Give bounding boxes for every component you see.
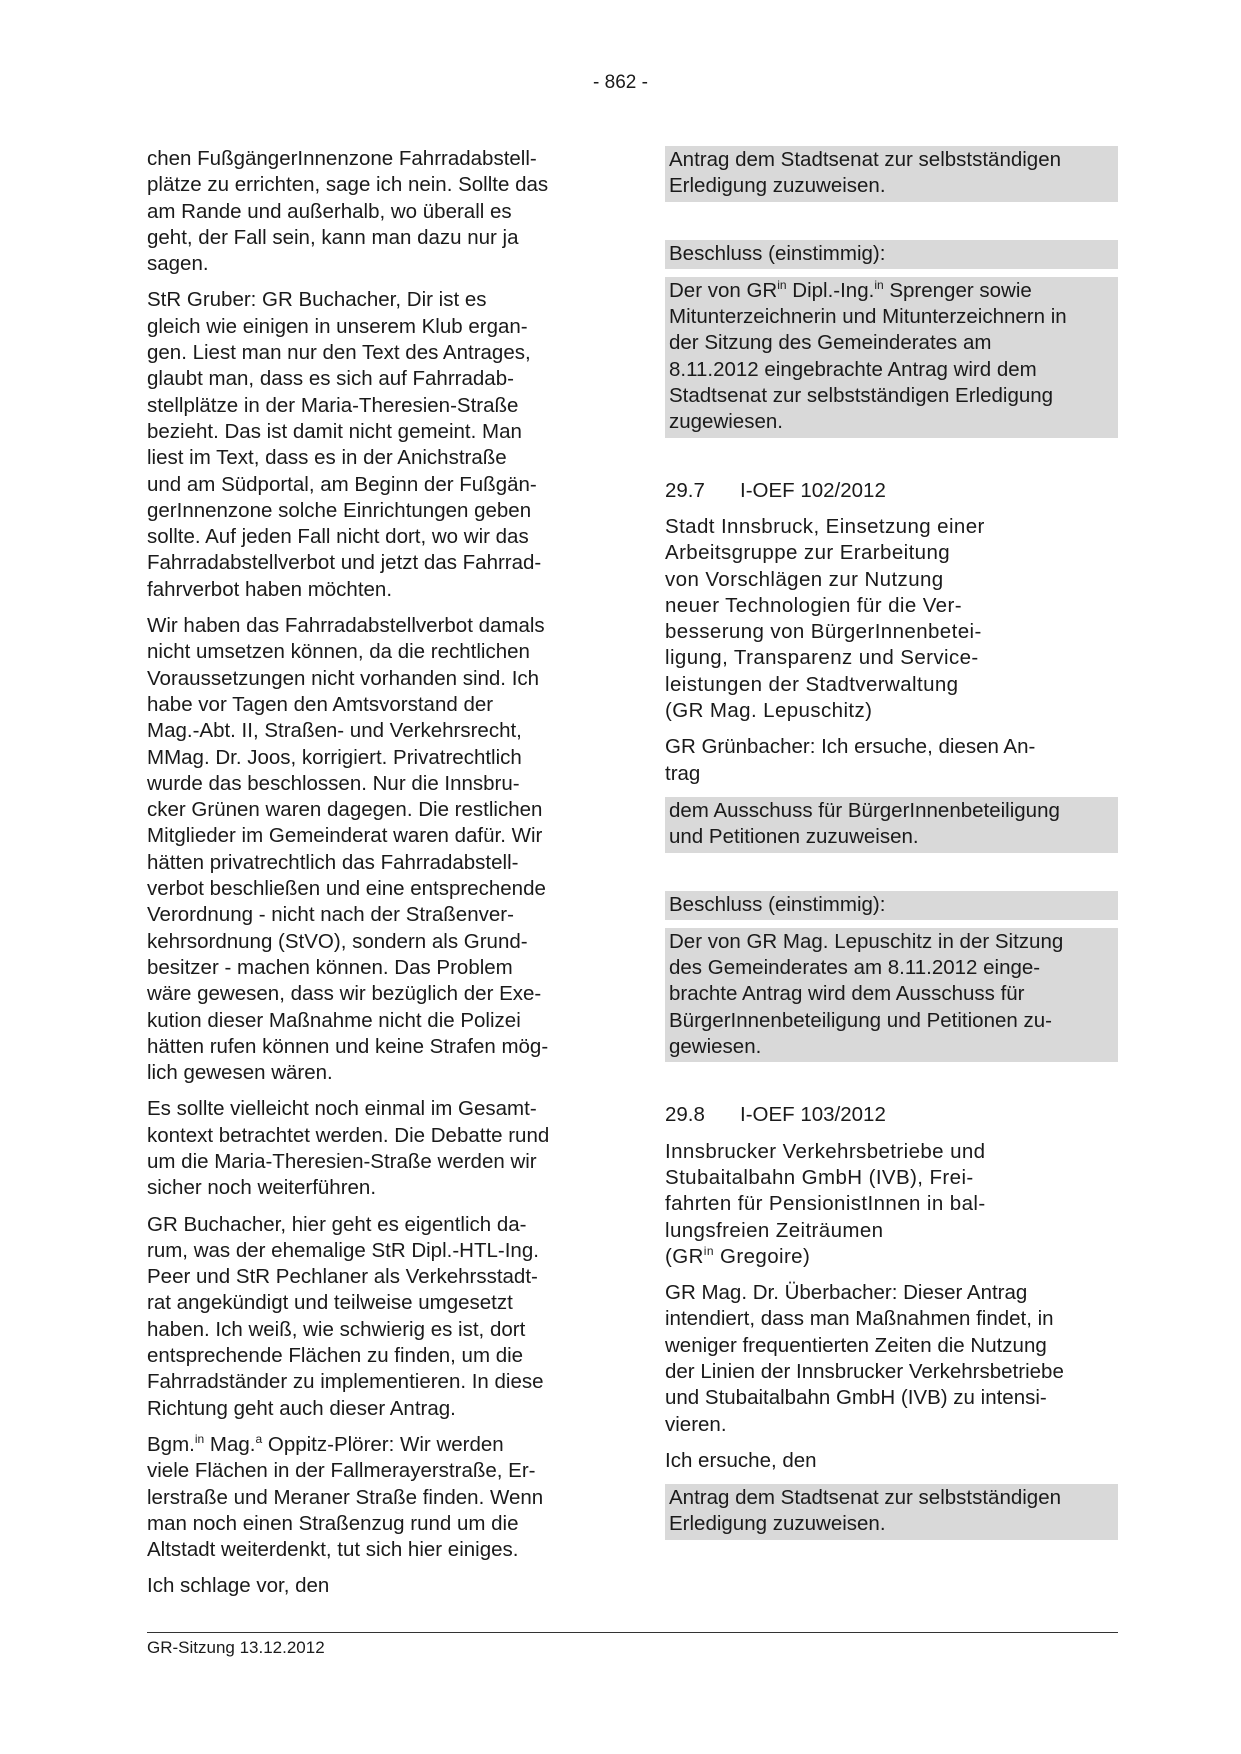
superscript: in xyxy=(194,1432,205,1447)
agenda-item-title: Stadt Innsbruck, Einsetzung einer Arbeitsgruppe zur Erarbeitung von Vorschlägen zur Nutzung neuer Technologien für die Ver- besserung von BürgerInnenbetei- ligung, Transparenz und Service- leistungen der Stadtverwaltung (GR Mag. Lepuschitz) xyxy=(665,514,985,723)
paragraph-speaker-bgm xyxy=(147,1432,607,1563)
shaded-motion-text: Antrag dem Stadtsenat zur selbstständigen Erledigung zuzuweisen. xyxy=(665,1484,1118,1540)
paragraph: Es sollte vielleicht noch einmal im Gesamt- kontext betrachtet werden. Die Debatte rund um die Maria-Theresien-Straße werden wir sicher noch weiterführen. xyxy=(147,1097,550,1200)
shaded-motion-text: dem Ausschuss für BürgerInnenbeteiligung und Petitionen zuzuweisen. xyxy=(665,797,1118,853)
paragraph: StR Gruber: GR Buchacher, Dir ist es gleich wie einigen in unserem Klub ergan- gen. Liest man nur den Text des Antrages, glaubt man, dass es sich auf Fahrradab- stellplätze in der Maria-Theresien-Straße bezieht. Das ist damit nicht gemeint. Man liest im Text, dass es in der Anichstraße und am Südportal, am Beginn der Fußgän- gerInnenzone solche Einrichtungen geben sollte. Auf jeden Fall nicht dort, wo wir das Fahrradabstellverbot und jetzt das Fahrrad- fahrverbot haben möchten. xyxy=(147,288,542,601)
footer-divider xyxy=(147,1632,1118,1633)
decision-text: Der von GR Mag. Lepuschitz in der Sitzung des Gemeinderates am 8.11.2012 einge- brachte Antrag wird dem Ausschuss für BürgerInnenbeteiligung und Petitionen zu- gewiesen. xyxy=(665,928,1118,1062)
speech-text: Oppitz-Plörer: Wir werden viele Flächen in der Fallmerayerstraße, Er- lerstraße und Meraner Straße finden. Wenn man noch einen Straßenzug rund um die Altstadt weiterdenkt, tut sich hier einiges. xyxy=(147,1432,544,1562)
beschluss-heading: Beschluss (einstimmig): xyxy=(665,891,1118,920)
superscript: in xyxy=(777,278,787,293)
agenda-item-code: I-OEF 102/2012 xyxy=(740,478,886,502)
superscript: in xyxy=(874,278,884,293)
paragraph: Ich schlage vor, den xyxy=(147,1574,330,1598)
paragraph: Ich ersuche, den xyxy=(665,1448,817,1472)
agenda-item-title: Innsbrucker Verkehrsbetriebe und Stubaitalbahn GmbH (IVB), Frei- fahrten für PensionistInnen in bal- lungsfreien Zeiträumen ($GR^{in}$ Gregoire) xyxy=(665,1139,986,1268)
decision-text: Der von $GR^{in}$ Dipl.-Ing.$^{in}$ Sprenger sowie Mitunterzeichnerin und Mitunterzeichnern in der Sitzung des Gemeinderates am 8.11.2012 eingebrachte Antrag wird dem Stadtsenat zur selbstständigen Erledigung zugewiesen. xyxy=(665,277,1118,438)
agenda-item-29-7-header xyxy=(665,478,1118,504)
beschluss-heading: Beschluss (einstimmig): xyxy=(665,240,1118,269)
paragraph: GR Buchacher, hier geht es eigentlich da- rum, was der ehemalige StR Dipl.-HTL-Ing. Peer und StR Pechlaner als Verkehrsstadt- rat angekündigt und teilweise umgesetzt haben. Ich weiß, wie schwierig es ist, dort entsprechende Flächen zu finden, um die Fahrradständer zu implementieren. In diese Richtung geht auch dieser Antrag. xyxy=(147,1212,544,1420)
shaded-motion-text: Antrag dem Stadtsenat zur selbstständigen Erledigung zuzuweisen. xyxy=(665,146,1118,202)
speaker-title: Mag. xyxy=(204,1432,256,1456)
speech-text: GR Mag. Dr. Überbacher: Dieser Antrag intendiert, dass man Maßnahmen findet, in weniger frequentierten Zeiten die Nutzung der Linien der Innsbrucker Verkehrsbetriebe und Stubaitalbahn GmbH (IVB) zu intensi- vieren. xyxy=(665,1281,1064,1436)
speaker-title: Bgm. xyxy=(147,1432,195,1456)
agenda-item-code: I-OEF 103/2012 xyxy=(740,1103,886,1127)
superscript: in xyxy=(703,1243,714,1258)
agenda-item-number: 29.7 xyxy=(665,478,705,502)
speech-text: GR Grünbacher: Ich ersuche, diesen An- trag xyxy=(665,735,1036,785)
superscript: a xyxy=(255,1432,263,1447)
right-column xyxy=(665,146,1118,1540)
paragraph: Wir haben das Fahrradabstellverbot damals nicht umsetzen können, da die rechtlichen Voraussetzungen nicht vorhanden sind. Ich habe vor Tagen den Amtsvorstand der Mag.-Abt. II, Straßen- und Verkehrsrecht, MMag. Dr. Joos, korrigiert. Privatrechtlich wurde das beschlossen. Nur die Innsbru- cker Grünen waren dagegen. Die restlichen Mitglieder im Gemeinderat waren dafür. Wir hätten privatrechtlich das Fahrradabstell- verbot beschließen und eine entsprechende Verordnung - nicht nach der Straßenver- kehrsordnung (StVO), sondern als Grund- besitzer - machen können. Das Problem wäre gewesen, dass wir bezüglich der Exe- kution dieser Maßnahme nicht die Polizei hätten rufen können und keine Strafen mög- lich gewesen wären. xyxy=(147,614,549,1085)
footer-session-date: GR-Sitzung 13.12.2012 xyxy=(147,1638,325,1657)
paragraph: chen FußgängerInnenzone Fahrradabstell- plätze zu errichten, sage ich nein. Sollte das am Rande und außerhalb, wo überall es geht, der Fall sein, kann man dazu nur ja sagen. xyxy=(147,147,549,276)
left-column xyxy=(147,146,607,1610)
page-number: - 862 - xyxy=(593,72,648,93)
agenda-item-number: 29.8 xyxy=(665,1103,705,1127)
agenda-item-29-8-header xyxy=(665,1102,1118,1128)
